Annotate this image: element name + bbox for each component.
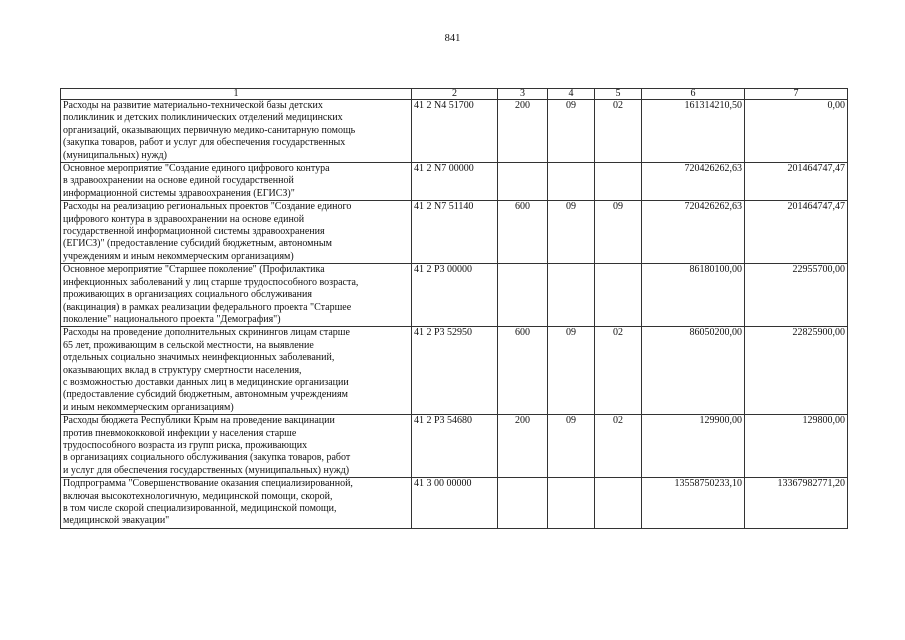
page-number: 841 (444, 33, 461, 44)
budget-code: 41 2 P3 54680 (412, 415, 498, 478)
description-line: поколение" национального проекта "Демография") (63, 313, 281, 325)
column-header: 3 (498, 89, 548, 100)
amount-col6: 13558750233,10 (642, 478, 745, 529)
budget-table (60, 88, 848, 529)
description-line: цифрового контура в здравоохранении на основе единой (63, 213, 305, 225)
budget-code: 41 2 P3 00000 (412, 264, 498, 327)
expense-type: 600 (498, 327, 548, 415)
column-header: 2 (412, 89, 498, 100)
description-line: и услуг для обеспечения государственных (муниципальных) нужд) (63, 464, 350, 476)
table-row (61, 478, 848, 529)
description-line: против пневмококковой инфекции у населения старше (63, 427, 297, 439)
description-line: инфекционных заболеваний у лиц старше трудоспособного возраста, (63, 276, 359, 288)
description-line: Расходы на проведение дополнительных скринингов лицам старше (63, 327, 350, 339)
row-description (61, 264, 412, 327)
row-description (61, 100, 412, 163)
amount-col7: 201464747,47 (745, 163, 848, 201)
subsection: 02 (595, 415, 642, 478)
section (548, 163, 595, 201)
table-row (61, 100, 848, 163)
subsection (595, 264, 642, 327)
column-header: 5 (595, 89, 642, 100)
row-description (61, 478, 412, 529)
description-line: учреждениям и иным некоммерческим организациям) (63, 250, 294, 262)
amount-col7: 129800,00 (745, 415, 848, 478)
description-line: Основное мероприятие "Старшее поколение" (Профилактика (63, 264, 325, 276)
subsection: 02 (595, 100, 642, 163)
amount-col7: 22825900,00 (745, 327, 848, 415)
description-line: (предоставление субсидий бюджетным, автономным учреждениям (63, 389, 348, 401)
column-header: 4 (548, 89, 595, 100)
description-line: в том числе скорой специализированной, медицинской помощи, (63, 503, 337, 514)
description-line: Расходы на реализацию региональных проектов "Создание единого (63, 201, 352, 213)
budget-code: 41 2 N7 00000 (412, 163, 498, 201)
amount-col6: 720426262,63 (642, 163, 745, 201)
description-line: в здравоохранении на основе единой государственной (63, 175, 294, 187)
row-description (61, 201, 412, 264)
expense-type: 200 (498, 415, 548, 478)
description-line: включая высокотехнологичную, медицинской помощи, скорой, (63, 490, 333, 502)
amount-col7: 13367982771,20 (745, 478, 848, 529)
description-line: государственной информационной системы здравоохранения (63, 226, 325, 238)
description-line: поликлиник и детских поликлинических отделений медицинских (63, 112, 343, 124)
amount-col6: 720426262,63 (642, 201, 745, 264)
description-line: трудоспособного возраста из групп риска, проживающих (63, 439, 308, 451)
amount-col7: 22955700,00 (745, 264, 848, 327)
expense-type: 200 (498, 100, 548, 163)
column-header: 7 (745, 89, 848, 100)
description-line: организаций, оказывающих первичную медико-санитарную помощь (63, 124, 356, 136)
expense-type (498, 163, 548, 201)
description-line: с возможностью доставки данных лиц в медицинские организации (63, 376, 349, 388)
description-line: (муниципальных) нужд) (63, 149, 167, 161)
row-description (61, 327, 412, 415)
expense-type (498, 478, 548, 529)
section: 09 (548, 100, 595, 163)
description-line: оказывающих вклад в структуру смертности населения, (63, 364, 302, 376)
description-line: (ЕГИСЗ)" (предоставление субсидий бюджетным, автономным (63, 238, 332, 250)
budget-code: 41 2 N4 51700 (412, 100, 498, 163)
description-line: отдельных социально значимых неинфекционных заболеваний, (63, 352, 335, 364)
subsection (595, 478, 642, 529)
amount-col6: 86180100,00 (642, 264, 745, 327)
description-line: (вакцинация) в рамках реализации федерального проекта "Старшее (63, 301, 352, 313)
section: 09 (548, 415, 595, 478)
description-line: проживающих в организациях социального обслуживания (63, 289, 312, 301)
budget-code: 41 2 P3 52950 (412, 327, 498, 415)
description-line: (закупка товаров, работ и услуг для обеспечения государственных (63, 137, 346, 149)
table-row (61, 163, 848, 201)
amount-col7: 0,00 (745, 100, 848, 163)
description-line: медицинской эвакуации" (63, 515, 170, 527)
amount-col7: 201464747,47 (745, 201, 848, 264)
description-line: Расходы бюджета Республики Крым на проведение вакцинации (63, 415, 335, 427)
description-line: в организациях социального обслуживания (закупка товаров, работ (63, 452, 351, 464)
subsection (595, 163, 642, 201)
section: 09 (548, 327, 595, 415)
description-line: информационной системы здравоохранения (ЕГИСЗ)" (63, 187, 295, 199)
expense-type (498, 264, 548, 327)
expense-type: 600 (498, 201, 548, 264)
table-row (61, 264, 848, 327)
section: 09 (548, 201, 595, 264)
table-row (61, 201, 848, 264)
header-row (61, 89, 848, 100)
column-header: 6 (642, 89, 745, 100)
section (548, 264, 595, 327)
budget-code: 41 3 00 00000 (412, 478, 498, 529)
section (548, 478, 595, 529)
description-line: Подпрограмма "Совершенствование оказания специализированной, (63, 478, 353, 490)
row-description (61, 415, 412, 478)
description-line: 65 лет, проживающим в сельской местности, на выявление (63, 339, 314, 351)
description-line: и иным некоммерческим организациям) (63, 401, 234, 413)
amount-col6: 161314210,50 (642, 100, 745, 163)
subsection: 02 (595, 327, 642, 415)
table-row (61, 327, 848, 415)
amount-col6: 129900,00 (642, 415, 745, 478)
description-line: Основное мероприятие "Создание единого цифрового контура (63, 163, 330, 175)
subsection: 09 (595, 201, 642, 264)
amount-col6: 86050200,00 (642, 327, 745, 415)
budget-code: 41 2 N7 51140 (412, 201, 498, 264)
description-line: Расходы на развитие материально-технической базы детских (63, 100, 323, 111)
row-description (61, 163, 412, 201)
column-header: 1 (61, 89, 412, 100)
table-row (61, 415, 848, 478)
